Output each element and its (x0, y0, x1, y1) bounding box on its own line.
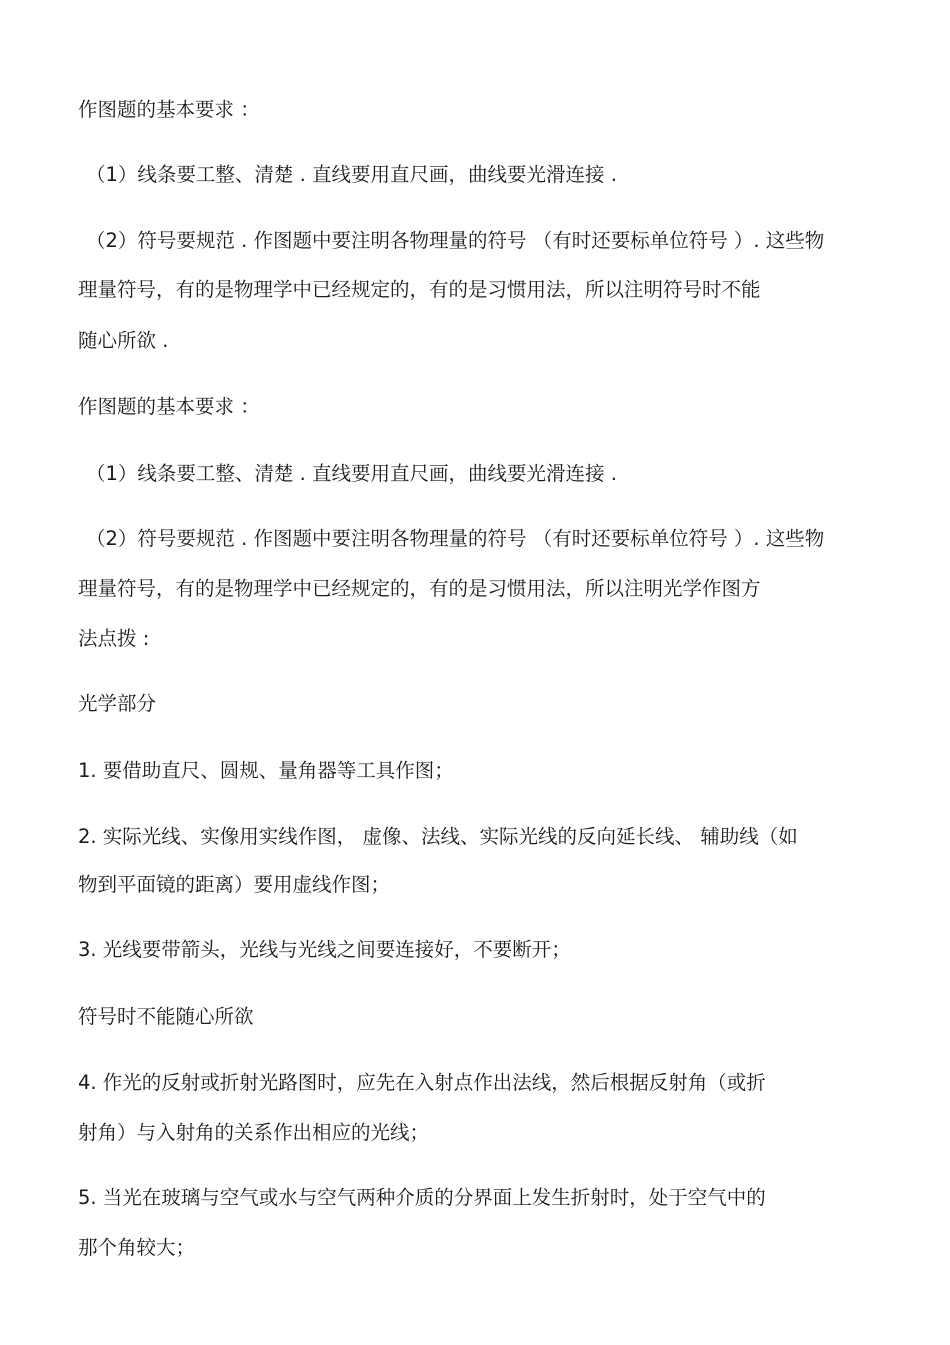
optics-item-4: 4. 作光的反射或折射光路图时，应先在入射点作出法线，然后根据反射角（或折 (78, 1071, 766, 1094)
optics-item-2-cont: 物到平面镜的距离）要用虚线作图； (78, 873, 391, 896)
optics-item-5-cont: 那个角较大； (78, 1236, 196, 1259)
method-tips-label: 法点拨 : (78, 627, 150, 650)
heading-drawing-requirements: 作图题的基本要求 ： (78, 98, 260, 121)
section-title-optics: 光学部分 (78, 692, 157, 715)
rule-2-symbols-repeat: （2）符号要规范 . 作图题中要注明各物理量的符号 （有时还要标单位符号 ）. 这些物 (86, 527, 825, 550)
rule-1-lines-repeat: （1）线条要工整、清楚 . 直线要用直尺画，曲线要光滑连接 . (86, 462, 617, 485)
optics-item-4-cont: 射角）与入射角的关系作出相应的光线； (78, 1121, 430, 1144)
rule-2-symbols-end: 随心所欲 . (78, 329, 169, 352)
heading-drawing-requirements-repeat: 作图题的基本要求 ： (78, 395, 260, 418)
optics-item-2: 2. 实际光线、实像用实线作图， 虚像、法线、实际光线的反向延长线、 辅助线（如 (78, 825, 798, 848)
rule-1-lines: （1）线条要工整、清楚 . 直线要用直尺画，曲线要光滑连接 . (86, 163, 617, 186)
rule-2-symbols: （2）符号要规范 . 作图题中要注明各物理量的符号 （有时还要标单位符号 ）. 这些物 (86, 229, 825, 252)
optics-item-1: 1. 要借助直尺、圆规、量角器等工具作图； (78, 759, 454, 782)
symbol-note: 符号时不能随心所欲 (78, 1005, 254, 1028)
rule-2-symbols-repeat-cont: 理量符号，有的是物理学中已经规定的，有的是习惯用法，所以注明光学作图方 (78, 577, 761, 600)
rule-2-symbols-cont: 理量符号，有的是物理学中已经规定的，有的是习惯用法，所以注明符号时不能 (78, 278, 761, 301)
optics-item-5: 5. 当光在玻璃与空气或水与空气两种介质的分界面上发生折射时，处于空气中的 (78, 1186, 766, 1209)
optics-item-3: 3. 光线要带箭头，光线与光线之间要连接好，不要断开； (78, 938, 571, 961)
